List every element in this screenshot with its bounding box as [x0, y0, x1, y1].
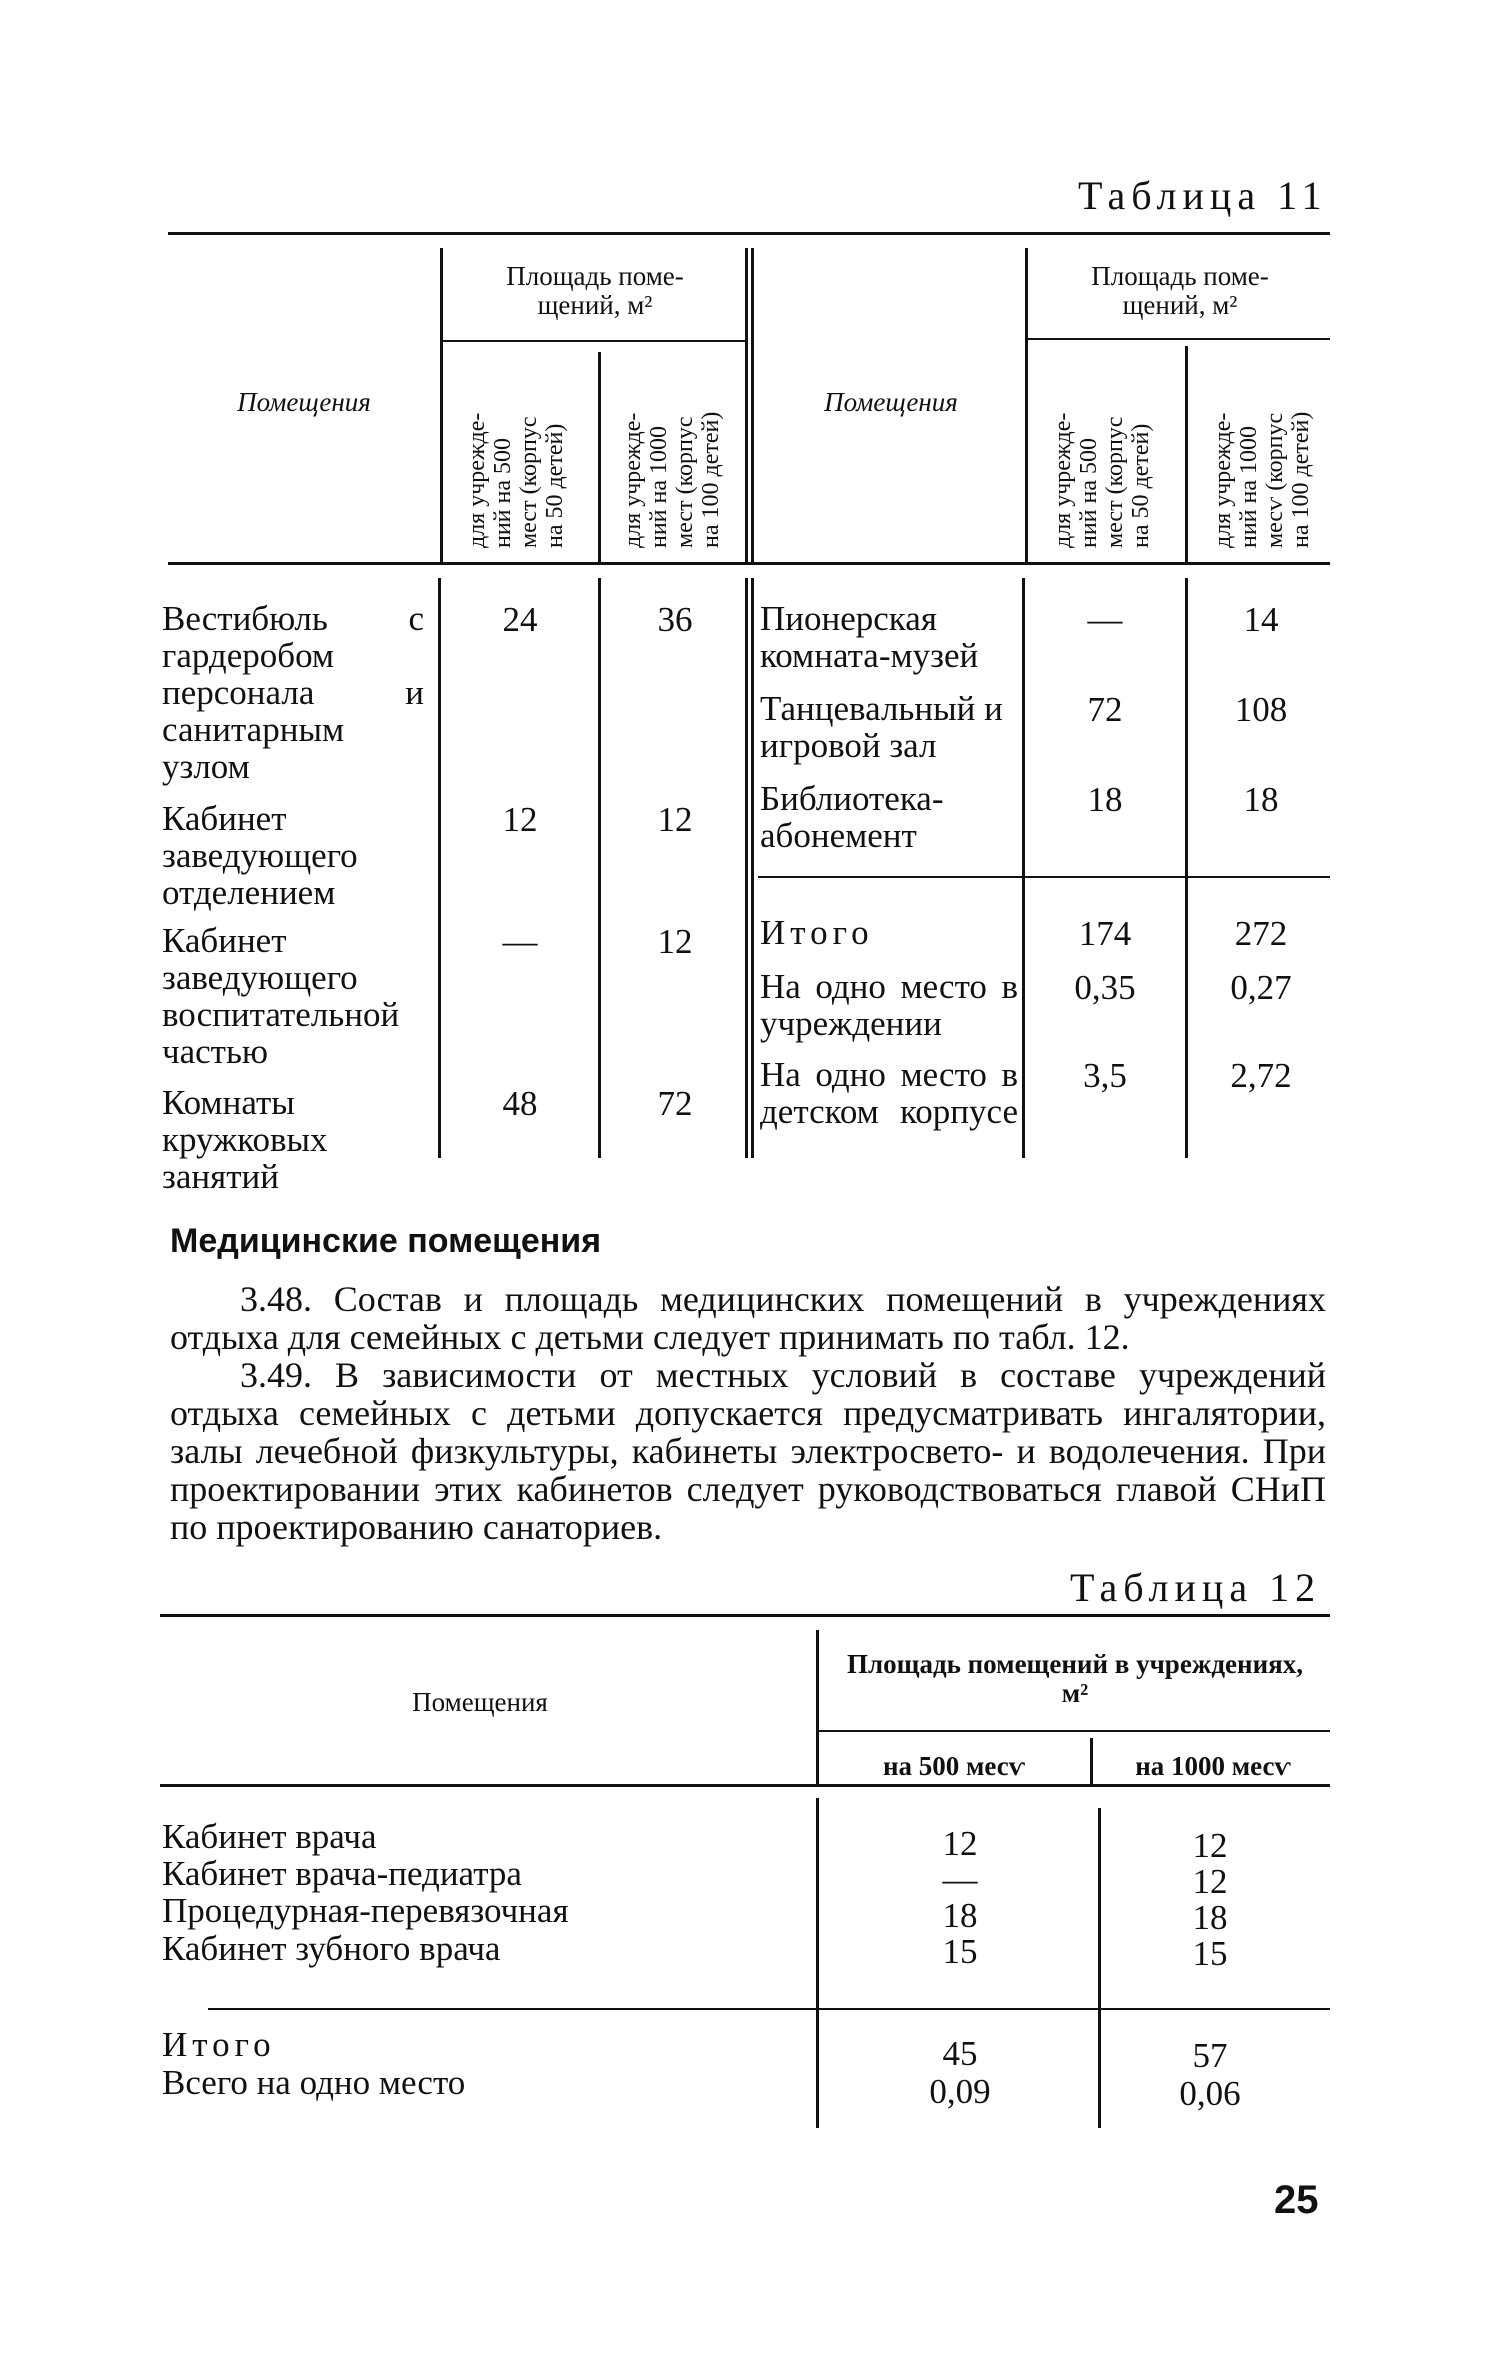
table11-right-row-v500: —	[1087, 600, 1123, 639]
table11-vrule	[745, 248, 748, 564]
table12-row-v1000: 18	[1192, 1898, 1228, 1937]
table11-vrule	[751, 248, 754, 564]
table11-total-v500: 174	[1078, 914, 1132, 953]
table12-row-v1000: 12	[1192, 1862, 1228, 1901]
table12-row-name: Кабинет врача	[162, 1817, 377, 1856]
table12-header-subrule	[818, 1730, 1330, 1732]
table12-row-name: Кабинет врача-педиатра	[162, 1854, 522, 1893]
table12-row-v1000: 15	[1192, 1934, 1228, 1973]
table11-header-area-right: Площадь поме- щений, м²	[1091, 261, 1269, 320]
table11-total-name: Итого	[760, 913, 874, 952]
table11-right-row-v1000: 18	[1243, 780, 1279, 819]
table12-vrule	[816, 1798, 819, 2128]
section-heading: Медицинские помещения	[170, 1222, 602, 1260]
table11-right-row-v1000: 14	[1243, 600, 1279, 639]
table11-vrule	[1185, 578, 1188, 1158]
table12-vrule	[1098, 1808, 1101, 2128]
table12-total-v1000: 0,06	[1179, 2074, 1241, 2113]
table11-left-row-v500: 12	[502, 800, 538, 839]
table11-total-v500: 3,5	[1083, 1056, 1127, 1095]
table11-left-row-v1000: 36	[657, 600, 693, 639]
table12-row-name: Процедурная-перевязочная	[162, 1891, 569, 1930]
table11-left-row-name: Кабинет заведующего отделением	[162, 799, 358, 912]
table11-left-row-name: Комнаты кружковых занятий	[162, 1083, 328, 1196]
table11-header-subrule-left	[443, 340, 745, 342]
table11-header-col500-right: для учрежде- ний на 500 мест (корпус на 50 детей)	[1050, 412, 1154, 548]
table11-right-row-v500: 72	[1087, 690, 1123, 729]
table11-total-v1000: 0,27	[1230, 968, 1292, 1007]
table11-header-col1000-left: для учрежде- ний на 1000 мест (корпус на 100 детей)	[620, 411, 724, 548]
table12-total-name: Итого	[162, 2025, 276, 2064]
table11-header-area-left: Площадь поме- щений, м²	[506, 261, 684, 320]
table11-header-subrule-right	[1028, 338, 1330, 340]
table11-total-v500: 0,35	[1074, 968, 1136, 1007]
table11-left-row-name: Кабинет заведующего воспитательной частью	[162, 921, 400, 1071]
table11-right-row-name: Библиотека-абонемент	[760, 779, 944, 855]
table11-left-row-v1000: 12	[657, 800, 693, 839]
table11-header-rooms-left: Помещения	[237, 387, 371, 417]
table11-vrule	[598, 352, 601, 564]
table12-header-area: Площадь помещений в учреждениях, м²	[847, 1649, 1303, 1708]
table11-header-col1000-right: для учрежде- ний на 1000 месѵ (корпус на 100 детей)	[1210, 411, 1314, 548]
table12-vrule	[816, 1630, 819, 1786]
table12-row-v500: 15	[942, 1932, 978, 1971]
table11-vrule	[440, 248, 443, 564]
table11-right-row-name: Пионерская комната-музей	[760, 599, 979, 675]
table12-header-col500: на 500 месѵ	[882, 1751, 1026, 1781]
table11-header-col500-left: для учрежде- ний на 500 мест (корпус на 50 детей)	[464, 412, 568, 548]
table12-header-col1000: на 1000 месѵ	[1135, 1751, 1291, 1781]
table11-vrule	[751, 578, 754, 1158]
table12-row-name: Кабинет зубного врача	[162, 1929, 501, 1968]
table11-total-name: На одно место в учреждении	[760, 967, 1018, 1043]
table11-total-v1000: 272	[1234, 914, 1288, 953]
table11-right-row-v500: 18	[1087, 780, 1123, 819]
table12-total-rule	[208, 2008, 1330, 2010]
table11-left-row-name: Вестибюль с гардеробом персонала и санитарным узлом	[162, 599, 424, 786]
paragraph-3-49: 3.49. В зависимости от местных условий в составе учреждений отдыха семейных с детьми допускается предусматривать ингалятории, залы лечебной физкультуры, кабинеты электросвето- и водолечения. При проектировании этих кабинетов следует руководствоваться главой СНиП по проектированию санаториев.	[170, 1355, 1326, 1547]
table11-vrule	[598, 578, 601, 1158]
table11-right-total-rule	[758, 876, 1330, 878]
table11-right-row-name: Танцевальный и игровой зал	[760, 689, 1003, 765]
paragraph-3-48: 3.48. Состав и площадь медицинских помещений в учреждениях отдыха для семейных с детьми следует принимать по табл. 12.	[170, 1279, 1326, 1357]
table12-total-v500: 0,09	[929, 2072, 991, 2111]
table11-caption: Таблица 11	[1078, 173, 1328, 218]
table12-row-v1000: 12	[1192, 1826, 1228, 1865]
table12-vrule	[1090, 1738, 1093, 1786]
table12-top-rule	[160, 1614, 1330, 1617]
table11-total-name: На одно место в детском корпусе	[760, 1055, 1018, 1131]
table11-header-rooms-right: Помещения	[824, 387, 958, 417]
table11-left-row-v1000: 72	[657, 1084, 693, 1123]
table12-total-v500: 45	[942, 2034, 978, 2073]
table11-vrule	[438, 578, 441, 1158]
table12-header-bottom-rule	[160, 1784, 1330, 1787]
table11-total-v1000: 2,72	[1230, 1056, 1292, 1095]
page-number: 25	[1274, 2178, 1319, 2222]
table11-left-row-v1000: 12	[657, 922, 693, 961]
table11-vrule	[1025, 248, 1028, 564]
table12-row-v500: —	[942, 1860, 978, 1899]
table11-vrule	[1185, 346, 1188, 564]
table12-row-v500: 18	[942, 1896, 978, 1935]
table11-header-bottom-rule	[168, 562, 1330, 565]
table12-caption: Таблица 12	[1070, 1565, 1322, 1610]
table12-total-name: Всего на одно место	[162, 2063, 466, 2102]
table11-top-rule	[168, 232, 1330, 235]
table12-header-rooms: Помещения	[412, 1687, 548, 1717]
table12-row-v500: 12	[942, 1824, 978, 1863]
table12-total-v1000: 57	[1192, 2036, 1228, 2075]
table11-right-row-v1000: 108	[1234, 690, 1288, 729]
table11-left-row-v500: —	[502, 922, 538, 961]
table11-left-row-v500: 24	[502, 600, 538, 639]
table11-vrule	[745, 578, 748, 1158]
table11-left-row-v500: 48	[502, 1084, 538, 1123]
table11-vrule	[1022, 578, 1025, 1158]
